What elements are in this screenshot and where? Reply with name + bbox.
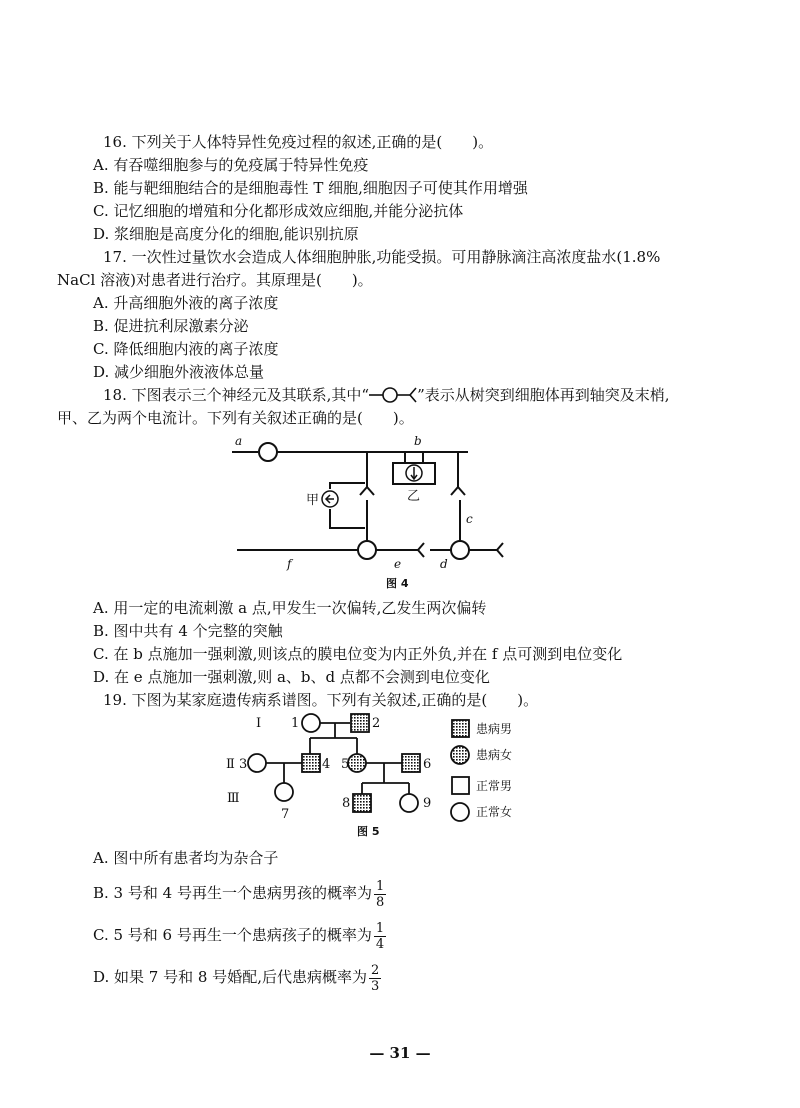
legend-normal-female: 正常女 bbox=[476, 805, 513, 819]
q16-option-d: D. 浆细胞是高度分化的细胞,能识别抗原 bbox=[93, 225, 359, 243]
q18-option-a: A. 用一定的电流刺激 a 点,甲发生一次偏转,乙发生两次偏转 bbox=[93, 599, 487, 617]
q17-stem-line1: 17. 一次性过量饮水会造成人体细胞肿胀,功能受损。可用静脉滴注高浓度盐水(1.8% bbox=[103, 248, 661, 266]
legend-affected-male: 患病男 bbox=[476, 722, 513, 736]
q16-stem: 16. 下列关于人体特异性免疫过程的叙述,正确的是( )。 bbox=[103, 133, 494, 151]
q16-option-c: C. 记忆细胞的增殖和分化都形成效应细胞,并能分泌抗体 bbox=[93, 202, 464, 220]
individual-2: 2 bbox=[372, 716, 381, 731]
q18-stem-part2: ”表示从树突到细胞体再到轴突及末梢, bbox=[417, 386, 670, 404]
q19-option-d bbox=[93, 960, 381, 994]
label-d: d bbox=[440, 557, 448, 571]
individual-6: 6 bbox=[423, 757, 432, 772]
page-number: — 31 — bbox=[369, 1044, 431, 1062]
fraction-denominator: 4 bbox=[375, 936, 385, 952]
q19-option-d-text: D. 如果 7 号和 8 号婚配,后代患病概率为 bbox=[93, 968, 367, 986]
q16-option-b: B. 能与靶细胞结合的是细胞毒性 T 细胞,细胞因子可使其作用增强 bbox=[93, 179, 528, 197]
individual-3: 3 bbox=[239, 757, 248, 772]
label-b: b bbox=[414, 434, 422, 448]
q18-stem-line1 bbox=[103, 385, 670, 405]
label-f: f bbox=[287, 557, 292, 571]
individual-9: 9 bbox=[423, 796, 432, 811]
q18-option-c: C. 在 b 点施加一强刺激,则该点的膜电位变为内正外负,并在 f 点可测到电位变化 bbox=[93, 645, 623, 663]
q19-stem: 19. 下图为某家庭遗传病系谱图。下列有关叙述,正确的是( )。 bbox=[103, 691, 539, 709]
individual-8: 8 bbox=[342, 796, 351, 811]
q18-option-d: D. 在 e 点施加一强刺激,则 a、b、d 点都不会测到电位变化 bbox=[93, 668, 490, 686]
label-e: e bbox=[394, 557, 402, 571]
q17-option-c: C. 降低细胞内液的离子浓度 bbox=[93, 340, 279, 358]
q17-option-d: D. 减少细胞外液液体总量 bbox=[93, 363, 265, 381]
label-a: a bbox=[235, 434, 243, 448]
individual-1: 1 bbox=[291, 716, 300, 731]
individual-5: 5 bbox=[341, 757, 350, 772]
q19-option-c-text: C. 5 号和 6 号再生一个患病孩子的概率为 bbox=[93, 926, 372, 944]
q19-option-b-fraction bbox=[374, 879, 386, 910]
fraction-numerator: 1 bbox=[375, 878, 385, 894]
q17-option-b: B. 促进抗利尿激素分泌 bbox=[93, 317, 249, 335]
fraction-denominator: 8 bbox=[375, 894, 385, 910]
label-yi: 乙 bbox=[407, 489, 421, 504]
legend-normal-male: 正常男 bbox=[476, 779, 513, 793]
q19-option-c bbox=[93, 918, 386, 952]
generation-2-label: Ⅱ bbox=[226, 757, 235, 772]
individual-7: 7 bbox=[281, 807, 290, 822]
generation-3-label: Ⅲ bbox=[227, 791, 240, 806]
figure-5-caption: 图 5 bbox=[357, 825, 380, 838]
q18-stem-line2: 甲、乙为两个电流计。下列有关叙述正确的是( )。 bbox=[57, 409, 414, 427]
figure-4-caption: 图 4 bbox=[386, 577, 409, 590]
fraction-numerator: 2 bbox=[370, 962, 380, 978]
pedigree-chart bbox=[0, 705, 800, 835]
individual-4: 4 bbox=[322, 757, 331, 772]
q18-stem-part1: 18. 下图表示三个神经元及其联系,其中“ bbox=[103, 386, 370, 404]
q17-option-a: A. 升高细胞外液的离子浓度 bbox=[93, 294, 279, 312]
label-jia: 甲 bbox=[306, 493, 320, 508]
q19-option-d-fraction bbox=[369, 963, 381, 994]
q16-option-a: A. 有吞噬细胞参与的免疫属于特异性免疫 bbox=[93, 156, 369, 174]
q19-option-c-fraction bbox=[374, 921, 386, 952]
neuron-symbol-icon bbox=[369, 387, 417, 403]
q18-option-b: B. 图中共有 4 个完整的突触 bbox=[93, 622, 283, 640]
q19-option-a: A. 图中所有患者均为杂合子 bbox=[93, 849, 279, 867]
q17-stem-line2: NaCl 溶液)对患者进行治疗。其原理是( )。 bbox=[57, 271, 373, 289]
legend-affected-female: 患病女 bbox=[476, 748, 513, 762]
q19-option-b-text: B. 3 号和 4 号再生一个患病男孩的概率为 bbox=[93, 884, 372, 902]
fraction-denominator: 3 bbox=[370, 978, 380, 994]
label-c: c bbox=[466, 512, 473, 526]
q19-option-b bbox=[93, 876, 386, 910]
generation-1-label: Ⅰ bbox=[256, 716, 262, 731]
fraction-numerator: 1 bbox=[375, 920, 385, 936]
